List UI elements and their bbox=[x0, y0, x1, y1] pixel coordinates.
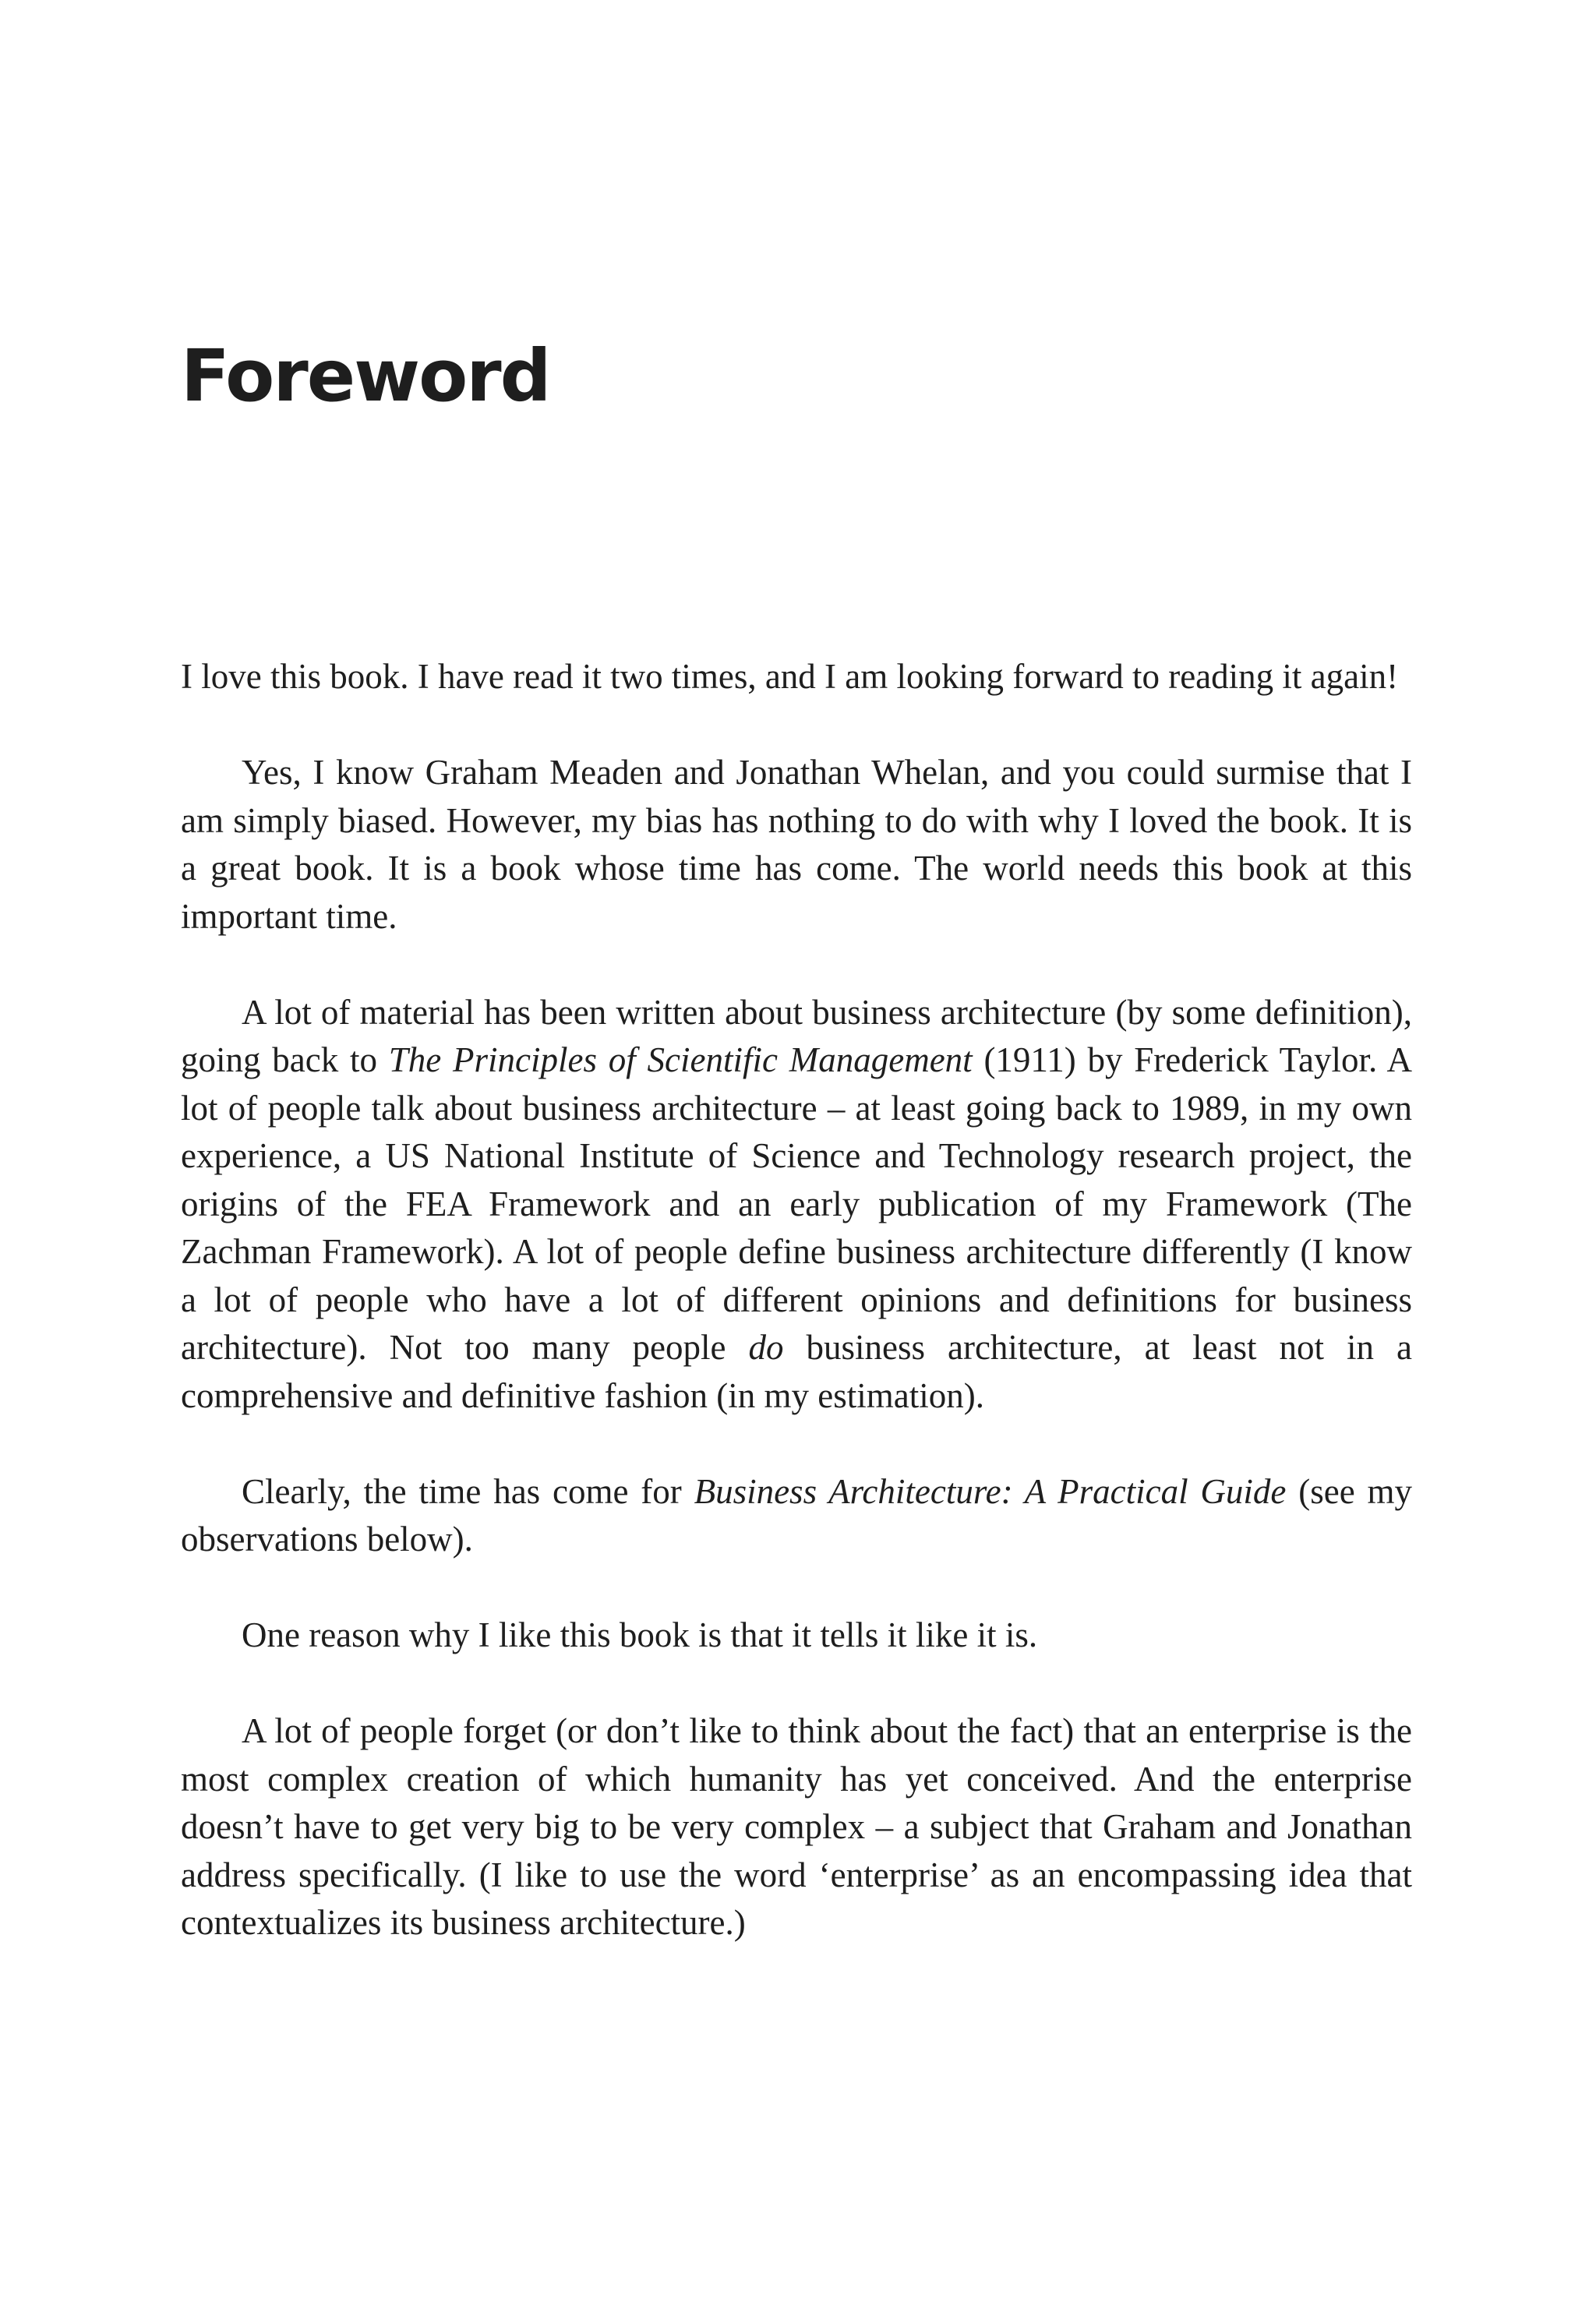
paragraph-4 bbox=[181, 1468, 1412, 1564]
book-title-italic: The Principles of Scientific Management bbox=[388, 1040, 973, 1079]
paragraph-1 bbox=[181, 653, 1412, 701]
paragraph-text: One reason why I like this book is that it tells it like it is. bbox=[242, 1615, 1038, 1654]
paragraph-text: I love this book. I have read it two times, and I am looking forward to reading it again! bbox=[181, 657, 1399, 696]
paragraph-3 bbox=[181, 989, 1412, 1421]
paragraph-text: A lot of people forget (or don’t like to think about the fact) that an enterprise is the most complex creation of which humanity has yet conceived. And the enterprise doesn’t have to get very big to be very complex – a subject that Graham and Jonathan address specifically. (I like to use the word ‘enterprise’ as an encompassing idea that contextualizes its business architecture.) bbox=[181, 1711, 1412, 1942]
book-title-italic: Business Architecture: A Practical Guide bbox=[694, 1471, 1287, 1511]
paragraph-text: Clearly, the time has come for bbox=[242, 1471, 694, 1511]
chapter-heading: Foreword bbox=[181, 334, 550, 418]
paragraph-5 bbox=[181, 1612, 1412, 1660]
emphasis-italic: do bbox=[748, 1328, 784, 1367]
paragraph-text: business architecture, at least not in a comprehensive and definitive fashion (in my estimation). bbox=[181, 1328, 1412, 1415]
foreword-body bbox=[181, 653, 1412, 1947]
paragraph-6 bbox=[181, 1707, 1412, 1947]
paragraph-text: (see my observations below). bbox=[181, 1471, 1412, 1559]
paragraph-2 bbox=[181, 749, 1412, 941]
paragraph-text: Yes, I know Graham Meaden and Jonathan Whelan, and you could surmise that I am simply biased. However, my bias has nothing to do with why I loved the book. It is a great book. It is a book whose time has come. The world needs this book at this important time. bbox=[181, 753, 1412, 936]
paragraph-text: A lot of material has been written about business architecture (by some definition), going back to bbox=[181, 992, 1412, 1079]
paragraph-text: (1911) by Frederick Taylor. A lot of people talk about business architecture – at least going back to 1989, in my own experience, a US National Institute of Science and Technology research project, the origins of the FEA Framework and an early publication of my Framework (The Zachman Framework). A lot of people define business architecture differently (I know a lot of people who have a lot of different opinions and definitions for business architecture). Not too many people bbox=[181, 1040, 1413, 1367]
